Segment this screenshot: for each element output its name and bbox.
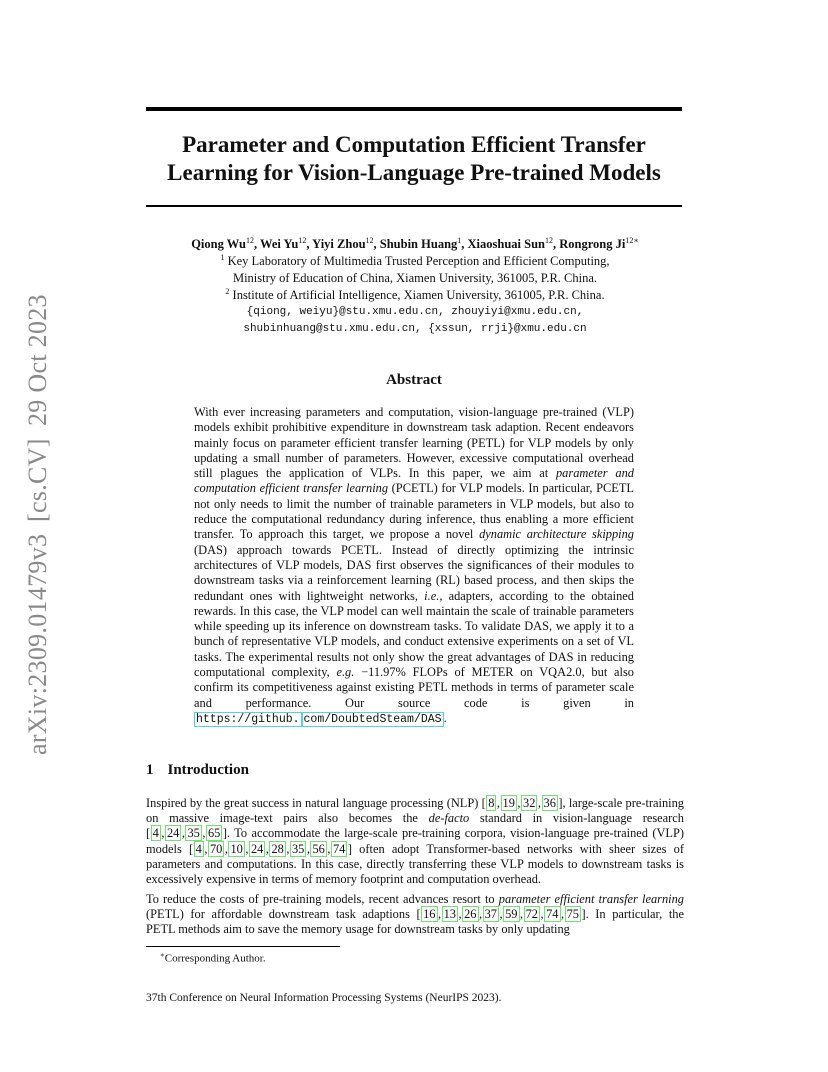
citation-link[interactable]: 65 bbox=[207, 826, 221, 841]
citation-link[interactable]: 72 bbox=[525, 907, 538, 922]
author: Wei Yu$^{12}$, bbox=[260, 235, 313, 251]
title-line-2: Learning for Vision-Language Pre-trained Models bbox=[167, 160, 661, 185]
citation-link[interactable]: 8 bbox=[488, 796, 495, 810]
title-rule-bottom bbox=[146, 205, 682, 207]
author: Qiong Wu$^{12}$, bbox=[191, 235, 261, 251]
citation-link[interactable]: 74 bbox=[546, 907, 559, 922]
citation-link[interactable]: 36 bbox=[543, 796, 556, 810]
abstract-heading: Abstract bbox=[386, 372, 442, 388]
citation-link[interactable]: 35 bbox=[187, 826, 200, 841]
citation-link[interactable]: 74 bbox=[332, 841, 346, 856]
author-block bbox=[120, 236, 710, 338]
source-code-link[interactable]: https://github. bbox=[196, 712, 300, 726]
citation-link[interactable]: 16 bbox=[423, 907, 436, 922]
citation-link[interactable]: 10 bbox=[230, 841, 243, 856]
citation-link[interactable]: 26 bbox=[464, 907, 477, 922]
intro-paragraph-1: Inspired by the great success in natural language processing (NLP) [ 8 , 19 , 32 , 36 ], large-scale pre-training on massive image-text pairs also becomes the de-facto standard in vision-language research [ 4 , 24 , 35 , 65 ]. To accommodate the large-scale pre-training corpora, vision-language pre-trained (VLP) models [ 4 , 70 , 10 , 24 , 28 , 35 , 56 , 74 ] often adopt Transformer-based networks with sheer sizes of parameters and computations. In this case, directly transferring these VLP models to downstream tasks is excessively expensive in terms of memory footprint and computation overhead. bbox=[146, 796, 684, 887]
footnote-rule bbox=[146, 946, 340, 947]
intro-paragraph-2: To reduce the costs of pre-training models, recent advances resort to parameter efficient transfer learning (PETL) for affordable downstream task adaptions [ 16 , 13 , 26 , 37 , 59 , 72 , 74 , 75 ]. In particular, the PETL methods aim to save the memory usage for downstream tasks by only updating bbox=[146, 892, 684, 937]
author: Shubin Huang$^1$, bbox=[379, 235, 468, 251]
author-list bbox=[120, 236, 710, 253]
author: Rongrong $Ji^{12∗}$ bbox=[559, 235, 639, 251]
arxiv-id[interactable]: arXiv:2309.01479v3 bbox=[23, 534, 52, 756]
citation-link[interactable]: 24 bbox=[250, 841, 264, 856]
author: Xiaoshuai Sun$^{12}$, bbox=[467, 235, 560, 251]
citation-link[interactable]: 28 bbox=[271, 841, 284, 856]
arxiv-category: [cs.CV] bbox=[23, 438, 52, 523]
citation-link[interactable]: 19 bbox=[502, 796, 515, 810]
citation-link[interactable]: 24 bbox=[166, 826, 180, 841]
title-line-1: Parameter and Computation Efficient Transfer bbox=[182, 132, 646, 157]
arxiv-sidebar-stamp bbox=[14, 290, 62, 760]
affiliation-2: $^2$ Institute of Artificial Intelligence, Xiamen University, 361005, P.R. China. bbox=[225, 286, 605, 302]
citation-link[interactable]: 37 bbox=[484, 907, 497, 922]
arxiv-date: 29 Oct 2023 bbox=[23, 294, 52, 427]
abstract-body: With ever increasing parameters and computation, vision-language pre-trained (VLP) models exhibit prohibitive expenditure in downstream task adaption. Recent endeavors mainly focus on parameter efficient transfer learning (PETL) for VLP models by only updating a small number of parameters. However, excessive computational overhead still plagues the application of VLPs. In this paper, we aim at parameter and computation efficient transfer learning (PCETL) for VLP models. In particular, PCETL not only needs to limit the number of trainable parameters in VLP models, but also to reduce the computational redundancy during inference, thus enabling a more efficient transfer. To approach this target, we propose a novel dynamic architecture skipping (DAS) approach towards PCETL. Instead of directly optimizing the intrinsic architectures of VLP models, DAS first observes the significances of their modules to downstream tasks via a reinforcement learning (RL) based process, and then skips the redundant ones with lightweight networks, i.e., adapters, according to the obtained rewards. In this case, the VLP model can well maintain the scale of trainable parameters while speeding up its inference on downstream tasks. To validate DAS, we apply it to a bunch of representative VLP models, and conduct extensive experiments on a set of VL tasks. The experimental results not only show the great advantages of DAS in reducing computational complexity, e.g. −11.97% FLOPs of METER on VQA2.0, but also confirm its competitiveness against existing PETL methods in terms of parameter scale and performance. Our source code is given in https://github. com/DoubtedSteam/DAS . bbox=[194, 405, 635, 726]
citation-link[interactable]: 75 bbox=[566, 907, 579, 922]
venue-line: 37th Conference on Neural Information Processing Systems (NeurIPS 2023). bbox=[146, 992, 502, 1004]
email-line-1: {qiong, weiyu}@stu.xmu.edu.cn, zhouyiyi@xmu.edu.cn, bbox=[246, 306, 584, 318]
citation-link[interactable]: 4 bbox=[195, 841, 202, 856]
citation-link[interactable]: 35 bbox=[291, 841, 305, 856]
citation-link[interactable]: 70 bbox=[209, 841, 223, 856]
citation-link[interactable]: 13 bbox=[443, 907, 456, 922]
citation-link[interactable]: 4 bbox=[152, 826, 159, 841]
section-heading-introduction: 1 Introduction bbox=[146, 762, 249, 778]
citation-link[interactable]: 59 bbox=[505, 907, 518, 922]
affiliation-1-cont: Ministry of Education of China, Xiamen University, 361005, P.R. China. bbox=[232, 271, 598, 285]
paper-title bbox=[146, 131, 682, 187]
affiliation-1: $^1$ Key Laboratory of Multimedia Trusted Perception and Efficient Computing, bbox=[220, 252, 610, 268]
citation-link[interactable]: 56 bbox=[312, 841, 325, 856]
author: Yiyi Zhou$^{12}$, bbox=[312, 235, 380, 251]
source-code-link-cont[interactable]: com/DoubtedSteam/DAS bbox=[303, 712, 442, 726]
email-line-2: shubinhuang@stu.xmu.edu.cn, {xssun, rrji}@xmu.edu.cn bbox=[243, 323, 587, 335]
title-rule-top bbox=[146, 107, 682, 111]
citation-link[interactable]: 32 bbox=[523, 796, 536, 810]
footnote: ∗Corresponding Author. bbox=[160, 951, 266, 965]
